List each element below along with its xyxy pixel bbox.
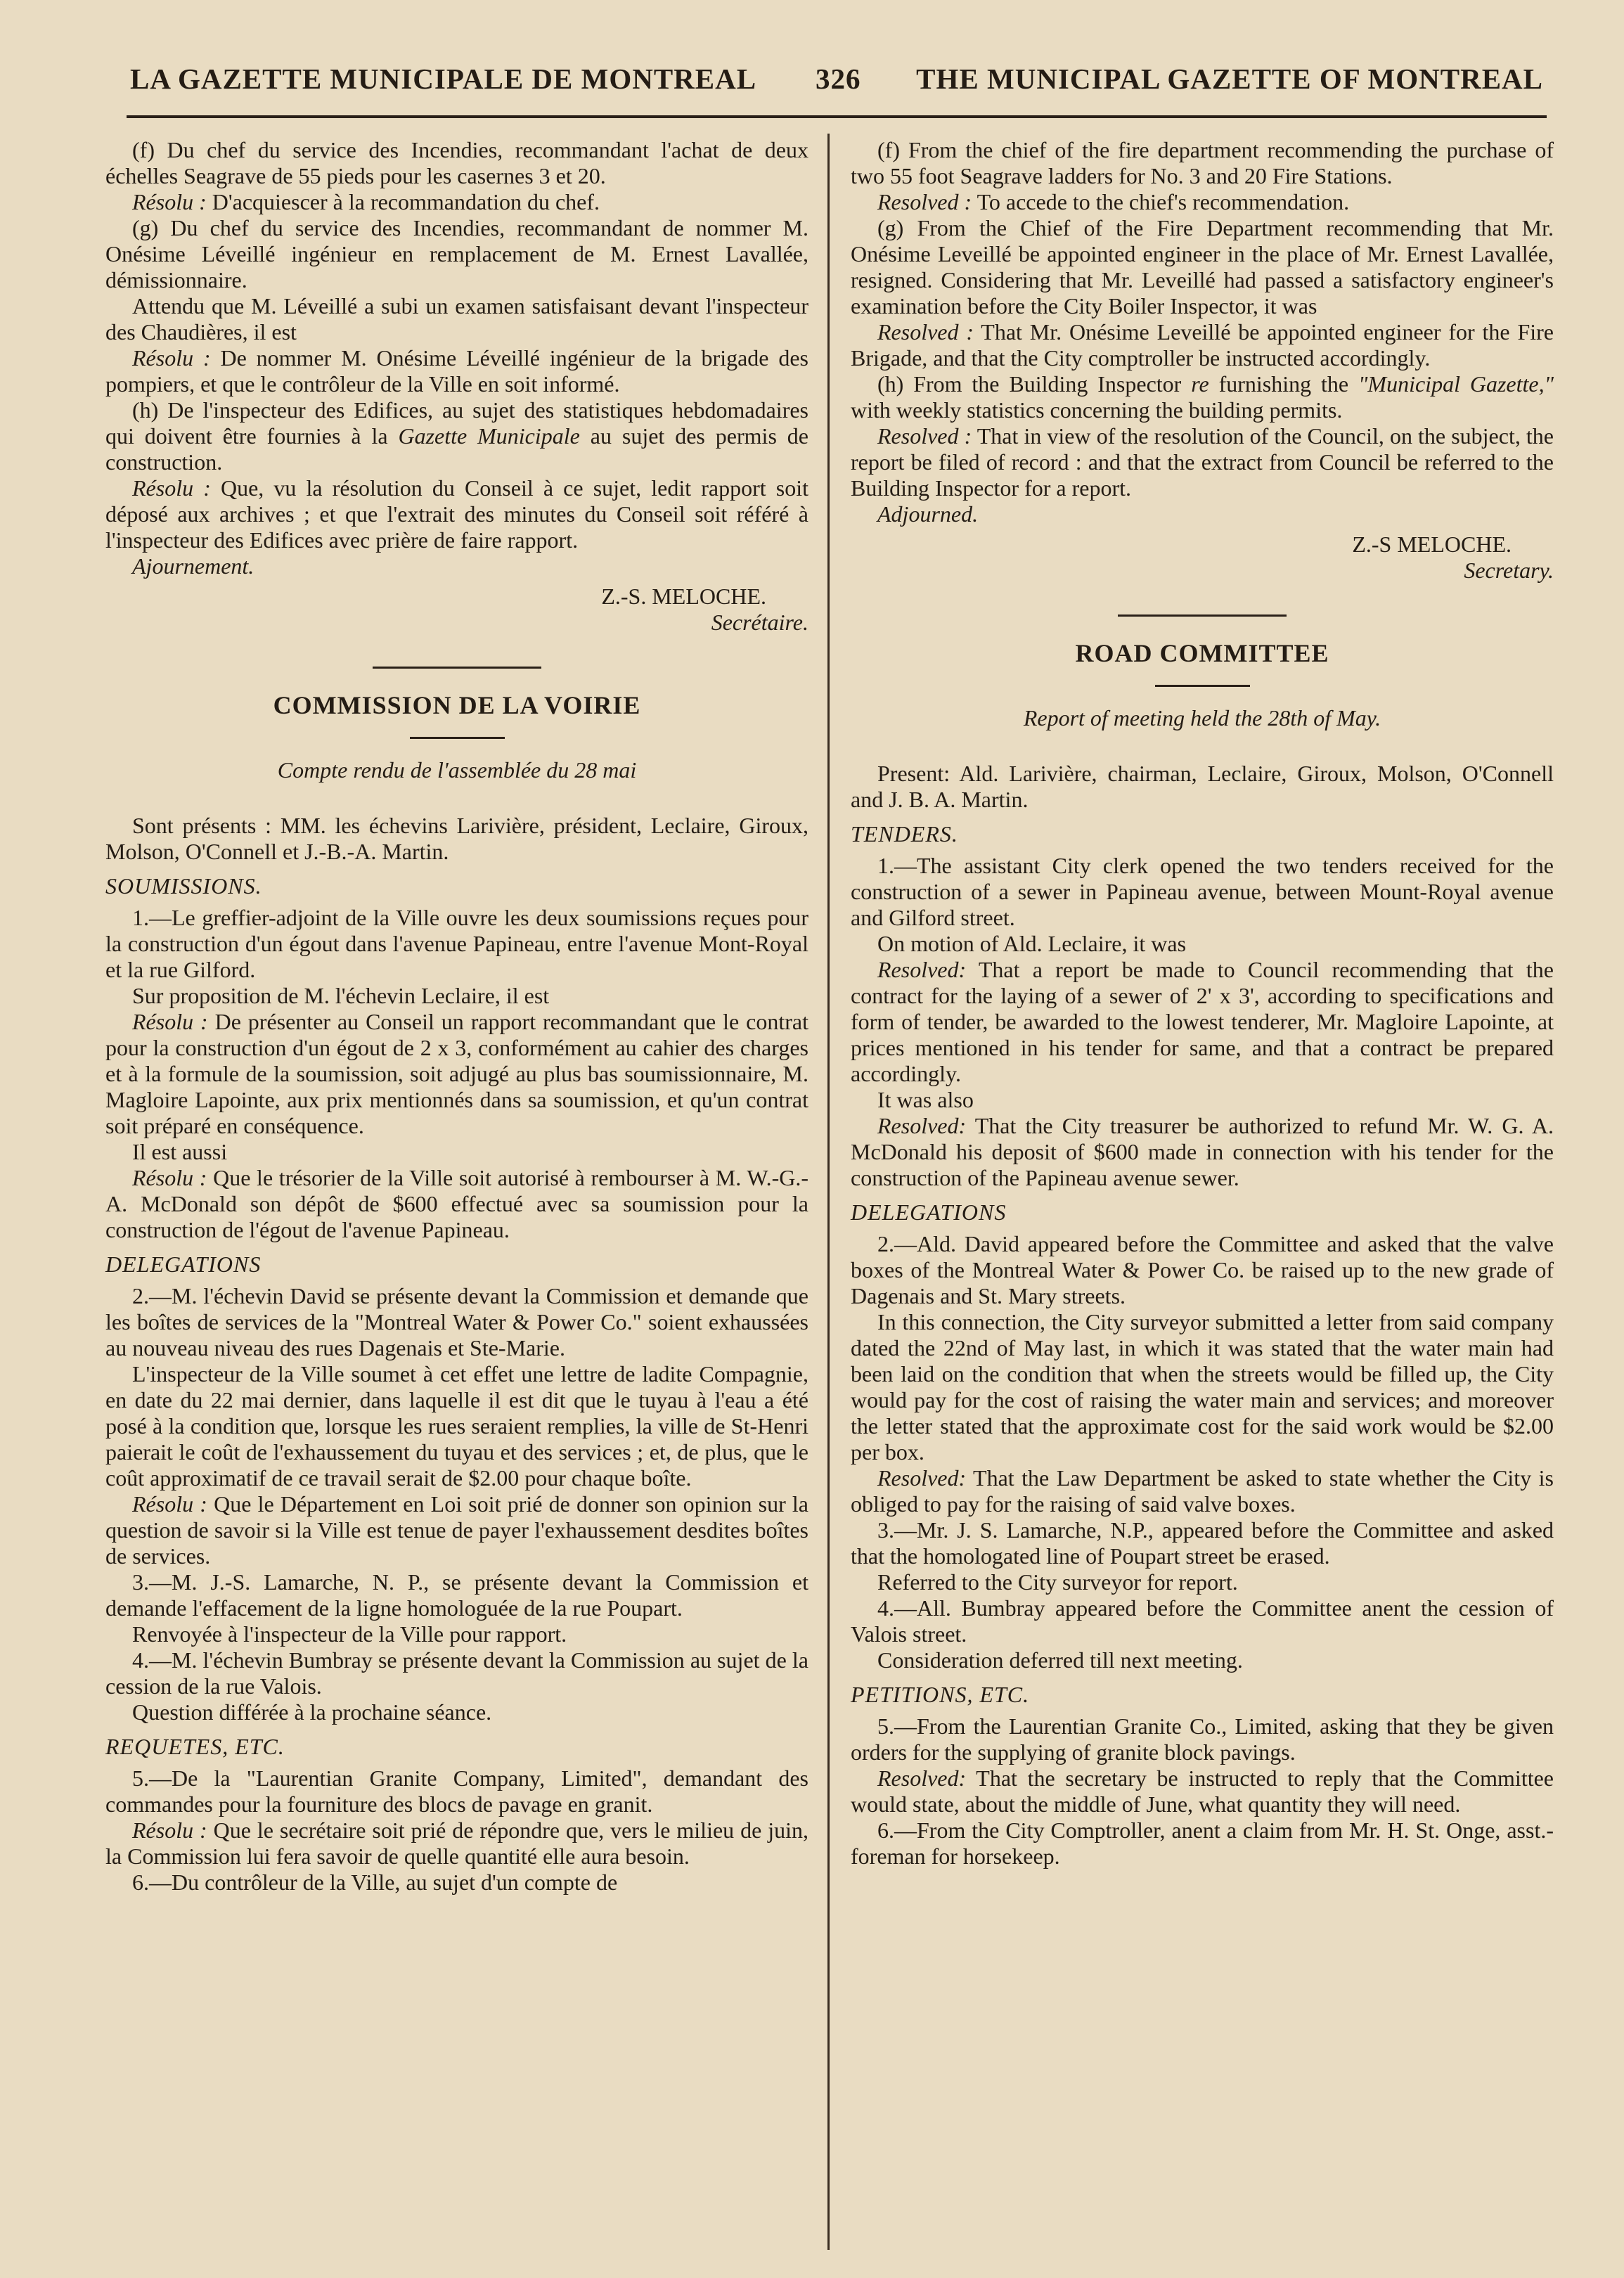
paragraph: 1.—Le greffier-adjoint de la Ville ouvre les deux soumissions reçues pour la construction d'un égout dans l'avenue Papineau, entre l'avenue Mont-Royal et la rue Gilford. (105, 905, 808, 982)
resolution-label: Résolu : (132, 345, 211, 371)
paragraph: It was also (877, 1087, 974, 1112)
publication-title: "Municipal Gazette," (1358, 371, 1554, 397)
text-run-italic: re (1191, 371, 1209, 397)
subsection-heading: PETITIONS, ETC. (851, 1682, 1030, 1707)
paragraph (105, 189, 808, 215)
subsection-heading: DELEGATIONS (851, 1199, 1007, 1225)
paragraph: Referred to the City surveyor for report. (877, 1569, 1238, 1595)
paragraph: (f) From the chief of the fire department recommending the purchase of two 55 foot Seagrave ladders for No. 3 and 20 Fire Stations. (851, 137, 1554, 188)
publication-title: Gazette Municipale (398, 423, 580, 449)
paragraph (851, 957, 1554, 1087)
paragraph (851, 1765, 1554, 1817)
paragraph: 6.—From the City Comptroller, anent a claim from Mr. H. St. Onge, asst.-foreman for horsekeep. (851, 1817, 1554, 1869)
meeting-subhead: Compte rendu de l'assemblée du 28 mai (277, 757, 637, 783)
paragraph (851, 1465, 1554, 1517)
meeting-subhead: Report of meeting held the 28th of May. (1023, 705, 1381, 731)
header-english-title: THE MUNICIPAL GAZETTE OF MONTREAL (916, 63, 1543, 95)
title-rule (410, 737, 505, 739)
text-run: (h) De l'inspecteur des Edifices, au sujet des statistiques hebdomadaires qui doivent être fournies à la (105, 397, 808, 449)
adjournment: Ajournement. (132, 553, 254, 579)
title-rule (1155, 685, 1250, 687)
paragraph: Renvoyée à l'inspecteur de la Ville pour rapport. (132, 1621, 567, 1647)
paragraph: 2.—M. l'échevin David se présente devant la Commission et demande que les boîtes de services de la "Montreal Water & Power Co." soient exhaussées au nouveau niveau des rues Dagenais et Ste-Marie. (105, 1283, 808, 1360)
subsection-heading: TENDERS. (851, 821, 958, 847)
paragraph: 6.—Du contrôleur de la Ville, au sujet d'un compte de (132, 1870, 618, 1895)
text-run: (h) From the Building Inspector (877, 371, 1192, 397)
paragraph: Il est aussi (132, 1139, 228, 1164)
section-title: COMMISSION DE LA VOIRIE (273, 691, 641, 719)
resolution-label: Resolved : (877, 423, 972, 449)
section-separator (373, 667, 541, 669)
resolution-text: That Mr. Onésime Leveillé be appointed engineer for the Fire Brigade, and that the City comptroller be instructed accordingly. (851, 319, 1554, 371)
paragraph: 5.—From the Laurentian Granite Co., Limited, asking that they be given orders for the supplying of granite block pavings. (851, 1713, 1554, 1765)
text-run: au sujet des permis de construction. (105, 423, 809, 475)
paragraph: 1.—The assistant City clerk opened the two tenders received for the construction of a sewer in Papineau avenue, between Mount-Royal avenue and Gilford street. (851, 853, 1554, 930)
paragraph: Attendu que M. Léveillé a subi un examen satisfaisant devant l'inspecteur des Chaudières, il est (105, 293, 808, 345)
resolution-label: Resolved: (877, 957, 967, 982)
paragraph (105, 475, 808, 553)
paragraph: 4.—All. Bumbray appeared before the Committee anent the cession of Valois street. (851, 1595, 1554, 1647)
paragraph: In this connection, the City surveyor submitted a letter from said company dated the 22nd of May last, in which it was stated that the water main had been laid on the condition that when the streets would be filled up, the City would pay for the cost of raising the water main and services; and moreover the letter stated that the approximate cost for the said work would be $2.00 per box. (851, 1309, 1554, 1465)
paragraph: Question différée à la prochaine séance. (132, 1699, 492, 1725)
resolution-label: Resolved: (877, 1765, 967, 1791)
resolution-label: Résolu : (132, 1165, 207, 1190)
resolution-text: That a report be made to Council recommending that the contract for the laying of a sewer of 2' x 3', according to specifications and form of tender, be awarded to the lowest tenderer, Mr. Magloire Lapointe, at prices mentioned in his tender for same, and that a contract be prepared accordingly. (851, 957, 1554, 1086)
paragraph (105, 1165, 808, 1243)
resolution-label: Resolved: (877, 1465, 967, 1491)
resolution-text: That in view of the resolution of the Council, on the subject, the report be filed of record : and that the extract from Council be referred to the Building Inspector for a report. (851, 423, 1554, 501)
signature-title: Secrétaire. (711, 610, 808, 635)
resolution-text: Que le secrétaire soit prié de répondre que, vers le milieu de juin, la Commission lui fera savoir de quelle quantité elle aura besoin. (105, 1817, 809, 1869)
english-column (851, 137, 1554, 1870)
resolution-label: Resolved : (877, 319, 974, 345)
paragraph: 4.—M. l'échevin Bumbray se présente devant la Commission au sujet de la cession de la rue Valois. (105, 1647, 808, 1699)
resolution-label: Résolu : (132, 1817, 207, 1843)
resolution-label: Resolved : (877, 189, 972, 214)
paragraph (851, 1113, 1554, 1191)
page-number: 326 (816, 63, 861, 95)
page-header (130, 62, 1543, 104)
resolution-text: That the Law Department be asked to state whether the City is obliged to pay for the raising of said valve boxes. (851, 1465, 1554, 1517)
paragraph (851, 189, 1554, 215)
resolution-label: Résolu : (132, 475, 211, 501)
header-rule (127, 115, 1547, 118)
paragraph: 3.—Mr. J. S. Lamarche, N.P., appeared before the Committee and asked that the homologated line of Poupart street be erased. (851, 1517, 1554, 1569)
resolution-text: Que, vu la résolution du Conseil à ce sujet, ledit rapport soit déposé aux archives ; et que l'extrait des minutes du Conseil soit référé à l'inspecteur des Edifices avec prière de faire rapport. (105, 475, 809, 553)
resolution-text: To accede to the chief's recommendation. (972, 189, 1350, 214)
paragraph: 5.—De la "Laurentian Granite Company, Limited", demandant des commandes pour la fourniture des blocs de pavage en granit. (105, 1765, 808, 1817)
paragraph (105, 1009, 808, 1139)
paragraph (105, 345, 808, 397)
section-title: ROAD COMMITTEE (1075, 639, 1329, 667)
column-divider (827, 134, 830, 2250)
subsection-heading: REQUETES, ETC. (105, 1734, 285, 1759)
resolution-text: De nommer M. Onésime Léveillé ingénieur de la brigade des pompiers, et que le contrôleur de la Ville en soit informé. (105, 345, 809, 397)
header-french-title: LA GAZETTE MUNICIPALE DE MONTREAL (130, 63, 757, 95)
text-run: furnishing the (1209, 371, 1358, 397)
resolution-text: Que le Département en Loi soit prié de donner son opinion sur la question de savoir si la Ville est tenue de payer l'exhaussement desdites boîtes de services. (105, 1491, 809, 1569)
attendance: Present: Ald. Larivière, chairman, Leclaire, Giroux, Molson, O'Connell and J. B. A. Martin. (851, 761, 1554, 812)
signature-name: Z.-S MELOCHE. (1352, 532, 1512, 557)
paragraph: L'inspecteur de la Ville soumet à cet effet une lettre de ladite Compagnie, en date du 22 mai dernier, dans laquelle il est dit que le tuyau à l'eau a été posé à la condition que, lorsque les rues seraient remplies, la ville de St-Henri paierait le coût de l'exhaussement du tuyau et des services ; et, de plus, que le coût approximatif de ce travail serait de $2.00 pour chaque boîte. (105, 1361, 808, 1491)
paragraph: On motion of Ald. Leclaire, it was (877, 931, 1187, 956)
paragraph (851, 319, 1554, 371)
resolution-text: Que le trésorier de la Ville soit autorisé à rembourser à M. W.-G.-A. McDonald son dépôt de $600 effectué avec sa soumission pour la construction de l'égout de l'avenue Papineau. (105, 1165, 809, 1242)
paragraph (105, 1817, 808, 1870)
resolution-label: Resolved: (877, 1113, 967, 1138)
paragraph: (g) From the Chief of the Fire Department recommending that Mr. Onésime Leveillé be appointed engineer in the place of Mr. Ernest Lavallée, resigned. Considering that Mr. Leveillé had passed a satisfactory engineer's examination before the City Boiler Inspector, it was (851, 215, 1554, 318)
section-separator (1118, 614, 1287, 617)
paragraph: 3.—M. J.-S. Lamarche, N. P., se présente devant la Commission et demande l'effacement de la ligne homologuée de la rue Poupart. (105, 1569, 808, 1621)
signature-title: Secretary. (1464, 558, 1554, 583)
paragraph: 2.—Ald. David appeared before the Committee and asked that the valve boxes of the Montreal Water & Power Co. be raised up to the new grade of Dagenais and St. Mary streets. (851, 1231, 1554, 1308)
french-column (105, 137, 808, 1896)
paragraph (851, 423, 1554, 501)
attendance: Sont présents : MM. les échevins Larivière, président, Leclaire, Giroux, Molson, O'Connell et J.-B.-A. Martin. (105, 813, 808, 864)
text-run: with weekly statistics concerning the building permits. (851, 397, 1343, 423)
resolution-label: Résolu : (132, 1491, 207, 1517)
paragraph (851, 371, 1554, 423)
resolution-text: That the secretary be instructed to reply that the Committee would state, about the middle of June, what quantity they will need. (851, 1765, 1554, 1817)
adjournment: Adjourned. (877, 501, 979, 527)
resolution-text: De présenter au Conseil un rapport recommandant que le contrat pour la construction d'un égout de 2 x 3, conformément au cahier des charges et à la formule de la soumission, soit adjugé au plus bas soumissionnaire, M. Magloire Lapointe, aux prix mentionnés dans sa soumission, et qu'un contrat soit préparé en conséquence. (105, 1009, 809, 1138)
paragraph: (g) Du chef du service des Incendies, recommandant de nommer M. Onésime Léveillé ingénieur en remplacement de M. Ernest Lavallée, démissionnaire. (105, 215, 808, 292)
resolution-label: Résolu : (132, 189, 207, 214)
signature-name: Z.-S. MELOCHE. (601, 584, 766, 609)
paragraph: Consideration deferred till next meeting. (877, 1647, 1243, 1673)
paragraph: Sur proposition de M. l'échevin Leclaire, il est (132, 983, 550, 1008)
resolution-text: D'acquiescer à la recommandation du chef. (206, 189, 600, 214)
resolution-label: Résolu : (132, 1009, 208, 1034)
resolution-text: That the City treasurer be authorized to refund Mr. W. G. A. McDonald his deposit of $600 made in connection with his tender for the construction of the Papineau avenue sewer. (851, 1113, 1554, 1190)
subsection-heading: SOUMISSIONS. (105, 873, 262, 899)
paragraph (105, 397, 808, 475)
paragraph (105, 1491, 808, 1569)
paragraph: (f) Du chef du service des Incendies, recommandant l'achat de deux échelles Seagrave de 55 pieds pour les casernes 3 et 20. (105, 137, 808, 188)
subsection-heading: DELEGATIONS (105, 1251, 262, 1277)
